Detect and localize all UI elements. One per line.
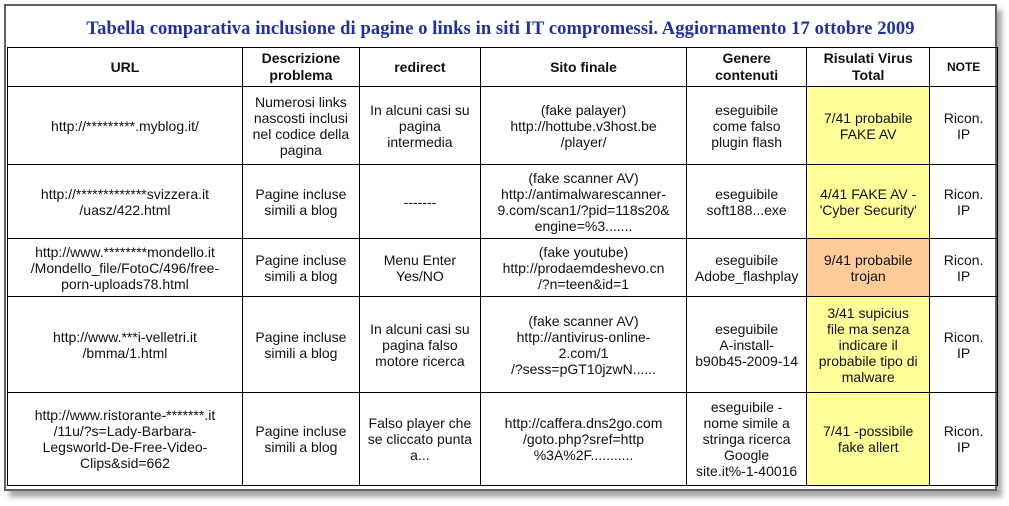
cell-note: Ricon. IP bbox=[930, 165, 998, 239]
table-row bbox=[8, 393, 998, 486]
header-descrizione: Descrizione problema bbox=[242, 48, 359, 87]
cell-genere: eseguibile come falso plugin flash bbox=[687, 87, 807, 165]
cell-redirect: Menu Enter Yes/NO bbox=[359, 239, 480, 297]
cell-redirect: ------- bbox=[359, 165, 480, 239]
header-virus-total: Risulati Virus Total bbox=[807, 48, 930, 87]
cell-url: http://www.********mondello.it /Mondello_file/FotoC/496/free- porn-uploads78.html bbox=[8, 239, 243, 297]
cell-note: Ricon. IP bbox=[930, 239, 998, 297]
header-sito-finale: Sito finale bbox=[480, 48, 686, 87]
header-redirect: redirect bbox=[359, 48, 480, 87]
cell-virus: 7/41 probabile FAKE AV bbox=[807, 87, 930, 165]
cell-sito-finale: (fake scanner AV) http://antimalwarescanner- 9.com/scan1/?pid=118s20& engine=%3....... bbox=[480, 165, 686, 239]
cell-sito-finale: (fake palayer) http://hottube.v3host.be /player/ bbox=[480, 87, 686, 165]
cell-virus: 3/41 supicius file ma senza indicare il probabile tipo di malware bbox=[807, 297, 930, 393]
header-url: URL bbox=[8, 48, 243, 87]
cell-descrizione: Pagine incluse simili a blog bbox=[242, 165, 359, 239]
table-row bbox=[8, 297, 998, 393]
cell-sito-finale: http://caffera.dns2go.com /goto.php?sref=http %3A%2F........... bbox=[480, 393, 686, 486]
header-row bbox=[8, 48, 998, 87]
cell-descrizione: Pagine incluse simili a blog bbox=[242, 239, 359, 297]
cell-genere: eseguibile soft188...exe bbox=[687, 165, 807, 239]
table-row bbox=[8, 87, 998, 165]
table-row bbox=[8, 239, 998, 297]
cell-descrizione: Pagine incluse simili a blog bbox=[242, 393, 359, 486]
header-note: NOTE bbox=[930, 48, 998, 87]
cell-sito-finale: (fake scanner AV) http://antivirus-online- 2.com/1 /?sess=pGT10jzwN...... bbox=[480, 297, 686, 393]
cell-note: Ricon. IP bbox=[930, 393, 998, 486]
cell-descrizione: Pagine incluse simili a blog bbox=[242, 297, 359, 393]
cell-redirect: In alcuni casi su pagina falso motore ricerca bbox=[359, 297, 480, 393]
table-row bbox=[8, 165, 998, 239]
cell-genere: eseguibile A-install- b90b45-2009-14 bbox=[687, 297, 807, 393]
cell-url: http://*************svizzera.it /uasz/422.html bbox=[8, 165, 243, 239]
cell-note: Ricon. IP bbox=[930, 297, 998, 393]
cell-descrizione: Numerosi links nascosti inclusi nel codice della pagina bbox=[242, 87, 359, 165]
cell-sito-finale: (fake youtube) http://prodaemdeshevo.cn /?n=teen&id=1 bbox=[480, 239, 686, 297]
header-genere: Genere contenuti bbox=[687, 48, 807, 87]
cell-redirect: In alcuni casi su pagina intermedia bbox=[359, 87, 480, 165]
cell-virus: 9/41 probabile trojan bbox=[807, 239, 930, 297]
comparison-table bbox=[7, 47, 998, 486]
cell-url: http://www.***i-velletri.it /bmma/1.html bbox=[8, 297, 243, 393]
page-title: Tabella comparativa inclusione di pagine o links in siti IT compromessi. Aggiornamento 17 ottobre 2009 bbox=[86, 19, 915, 39]
cell-note: Ricon. IP bbox=[930, 87, 998, 165]
cell-url: http://*********.myblog.it/ bbox=[8, 87, 243, 165]
cell-virus: 7/41 -possibile fake allert bbox=[807, 393, 930, 486]
cell-genere: eseguibile - nome simile a stringa ricerca Google site.it%-1-40016 bbox=[687, 393, 807, 486]
cell-url: http://www.ristorante-*******.it /11u/?s=Lady-Barbara- Legsworld-De-Free-Video- Clips&sid=662 bbox=[8, 393, 243, 486]
cell-genere: eseguibile Adobe_flashplay bbox=[687, 239, 807, 297]
cell-virus: 4/41 FAKE AV - 'Cyber Security' bbox=[807, 165, 930, 239]
cell-redirect: Falso player che se cliccato punta a... bbox=[359, 393, 480, 486]
